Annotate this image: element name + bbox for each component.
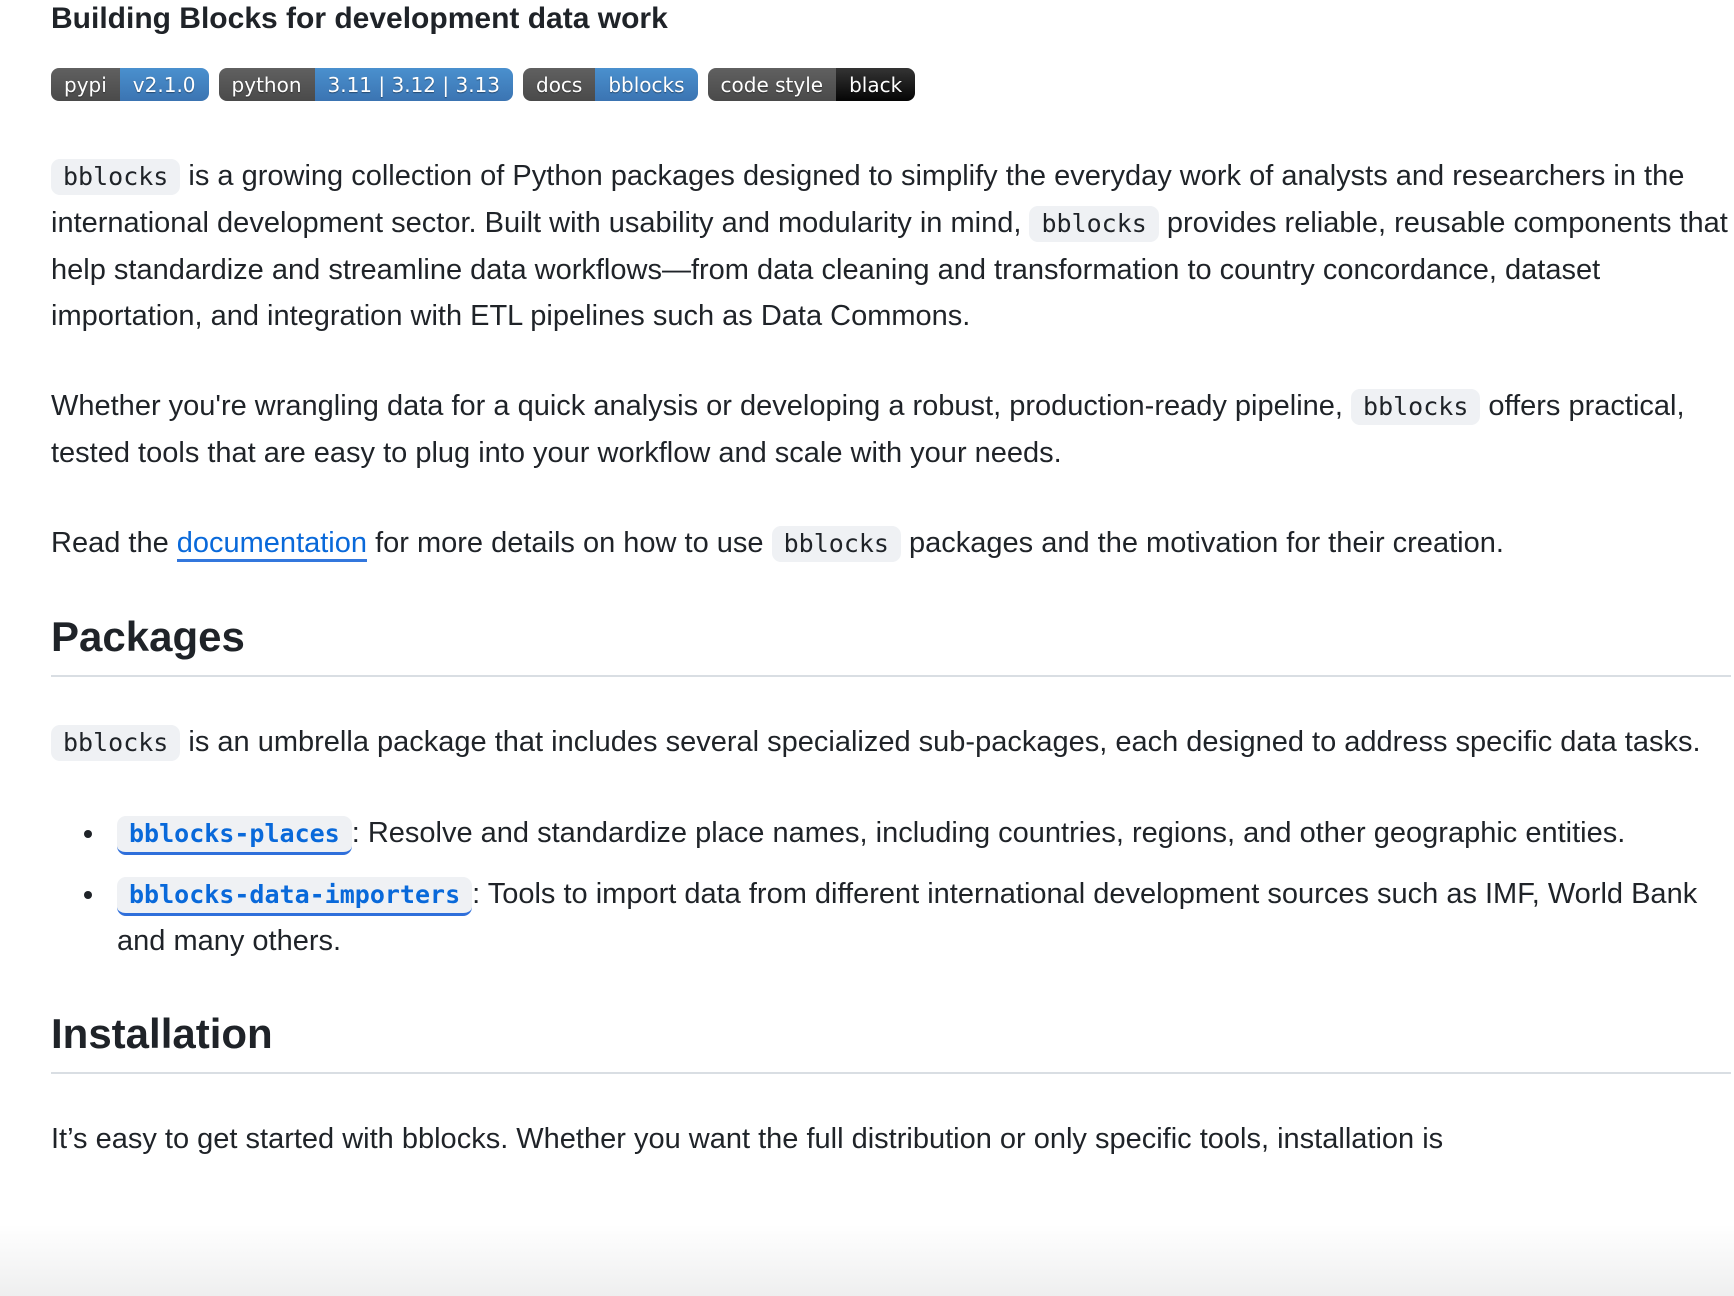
bottom-fade-overlay xyxy=(0,1224,1734,1296)
text-run: Whether you're wrangling data for a quick analysis or developing a robust, production-ready pipeline, xyxy=(51,390,1352,422)
text-run: offers practical, tested tools that are easy to plug into your workflow and scale with your needs. xyxy=(51,390,1685,469)
inline-code: bblocks xyxy=(1029,206,1158,242)
text-run: provides reliable, reusable components that help standardize and streamline data workflows—from data cleaning and transformation to country concordance, dataset importation, and integration with ETL pipelines such as Data Commons. xyxy=(51,207,1728,332)
badge-label: pypi xyxy=(51,68,120,101)
badge-value: 3.11 | 3.12 | 3.13 xyxy=(315,68,514,101)
text-run: It’s easy to get started with bblocks. Whether you want the full distribution or only specific tools, installation is xyxy=(51,1123,1444,1155)
badge-label: code style xyxy=(708,68,837,101)
page-title: Building Blocks for development data work xyxy=(51,2,668,35)
badge-value: bblocks xyxy=(595,68,697,101)
badge-label: python xyxy=(219,68,315,101)
text-run: : Resolve and standardize place names, including countries, regions, and other geographic entities. xyxy=(351,817,1626,849)
text-run: is an umbrella package that includes several specialized sub-packages, each designed to address specific data tasks. xyxy=(180,726,1701,758)
inline-code: bblocks xyxy=(772,526,901,562)
documentation-link[interactable]: documentation xyxy=(177,527,367,562)
readme-content xyxy=(51,2,1731,1162)
text-run: : Tools to import data from different international development sources such as IMF, World Bank and many others. xyxy=(117,878,1698,957)
badge-value: v2.1.0 xyxy=(120,68,209,101)
text-run: Read the xyxy=(51,527,177,559)
inline-code: bblocks xyxy=(51,159,180,195)
pypi-badge[interactable] xyxy=(51,68,209,101)
package-list-item xyxy=(107,871,1731,964)
python-badge[interactable] xyxy=(219,68,513,101)
inline-code: bblocks xyxy=(1351,389,1480,425)
docs-badge[interactable] xyxy=(523,68,698,101)
text-run: is a growing collection of Python packages designed to simplify the everyday work of analysts and researchers in the international development sector. Built with usability and modularity in mind, xyxy=(51,160,1685,239)
installation-heading: Installation xyxy=(51,1010,1731,1074)
installation-paragraph xyxy=(51,1116,1731,1162)
package-link[interactable]: bblocks-places xyxy=(117,816,352,855)
intro-paragraph-3 xyxy=(51,520,1731,567)
badge-label: docs xyxy=(523,68,595,101)
packages-heading: Packages xyxy=(51,613,1731,677)
badge-value: black xyxy=(836,68,915,101)
inline-code: bblocks xyxy=(51,725,180,761)
intro-paragraph-2 xyxy=(51,383,1731,476)
intro-paragraph-1 xyxy=(51,153,1731,339)
packages-intro-paragraph xyxy=(51,719,1731,766)
package-link[interactable]: bblocks-data-importers xyxy=(117,877,472,916)
text-run: for more details on how to use xyxy=(367,527,772,559)
text-run: packages and the motivation for their creation. xyxy=(900,527,1504,559)
code-style-badge[interactable] xyxy=(708,68,916,101)
badge-row xyxy=(51,68,1731,101)
package-list-item xyxy=(107,810,1731,857)
package-list xyxy=(51,810,1731,964)
